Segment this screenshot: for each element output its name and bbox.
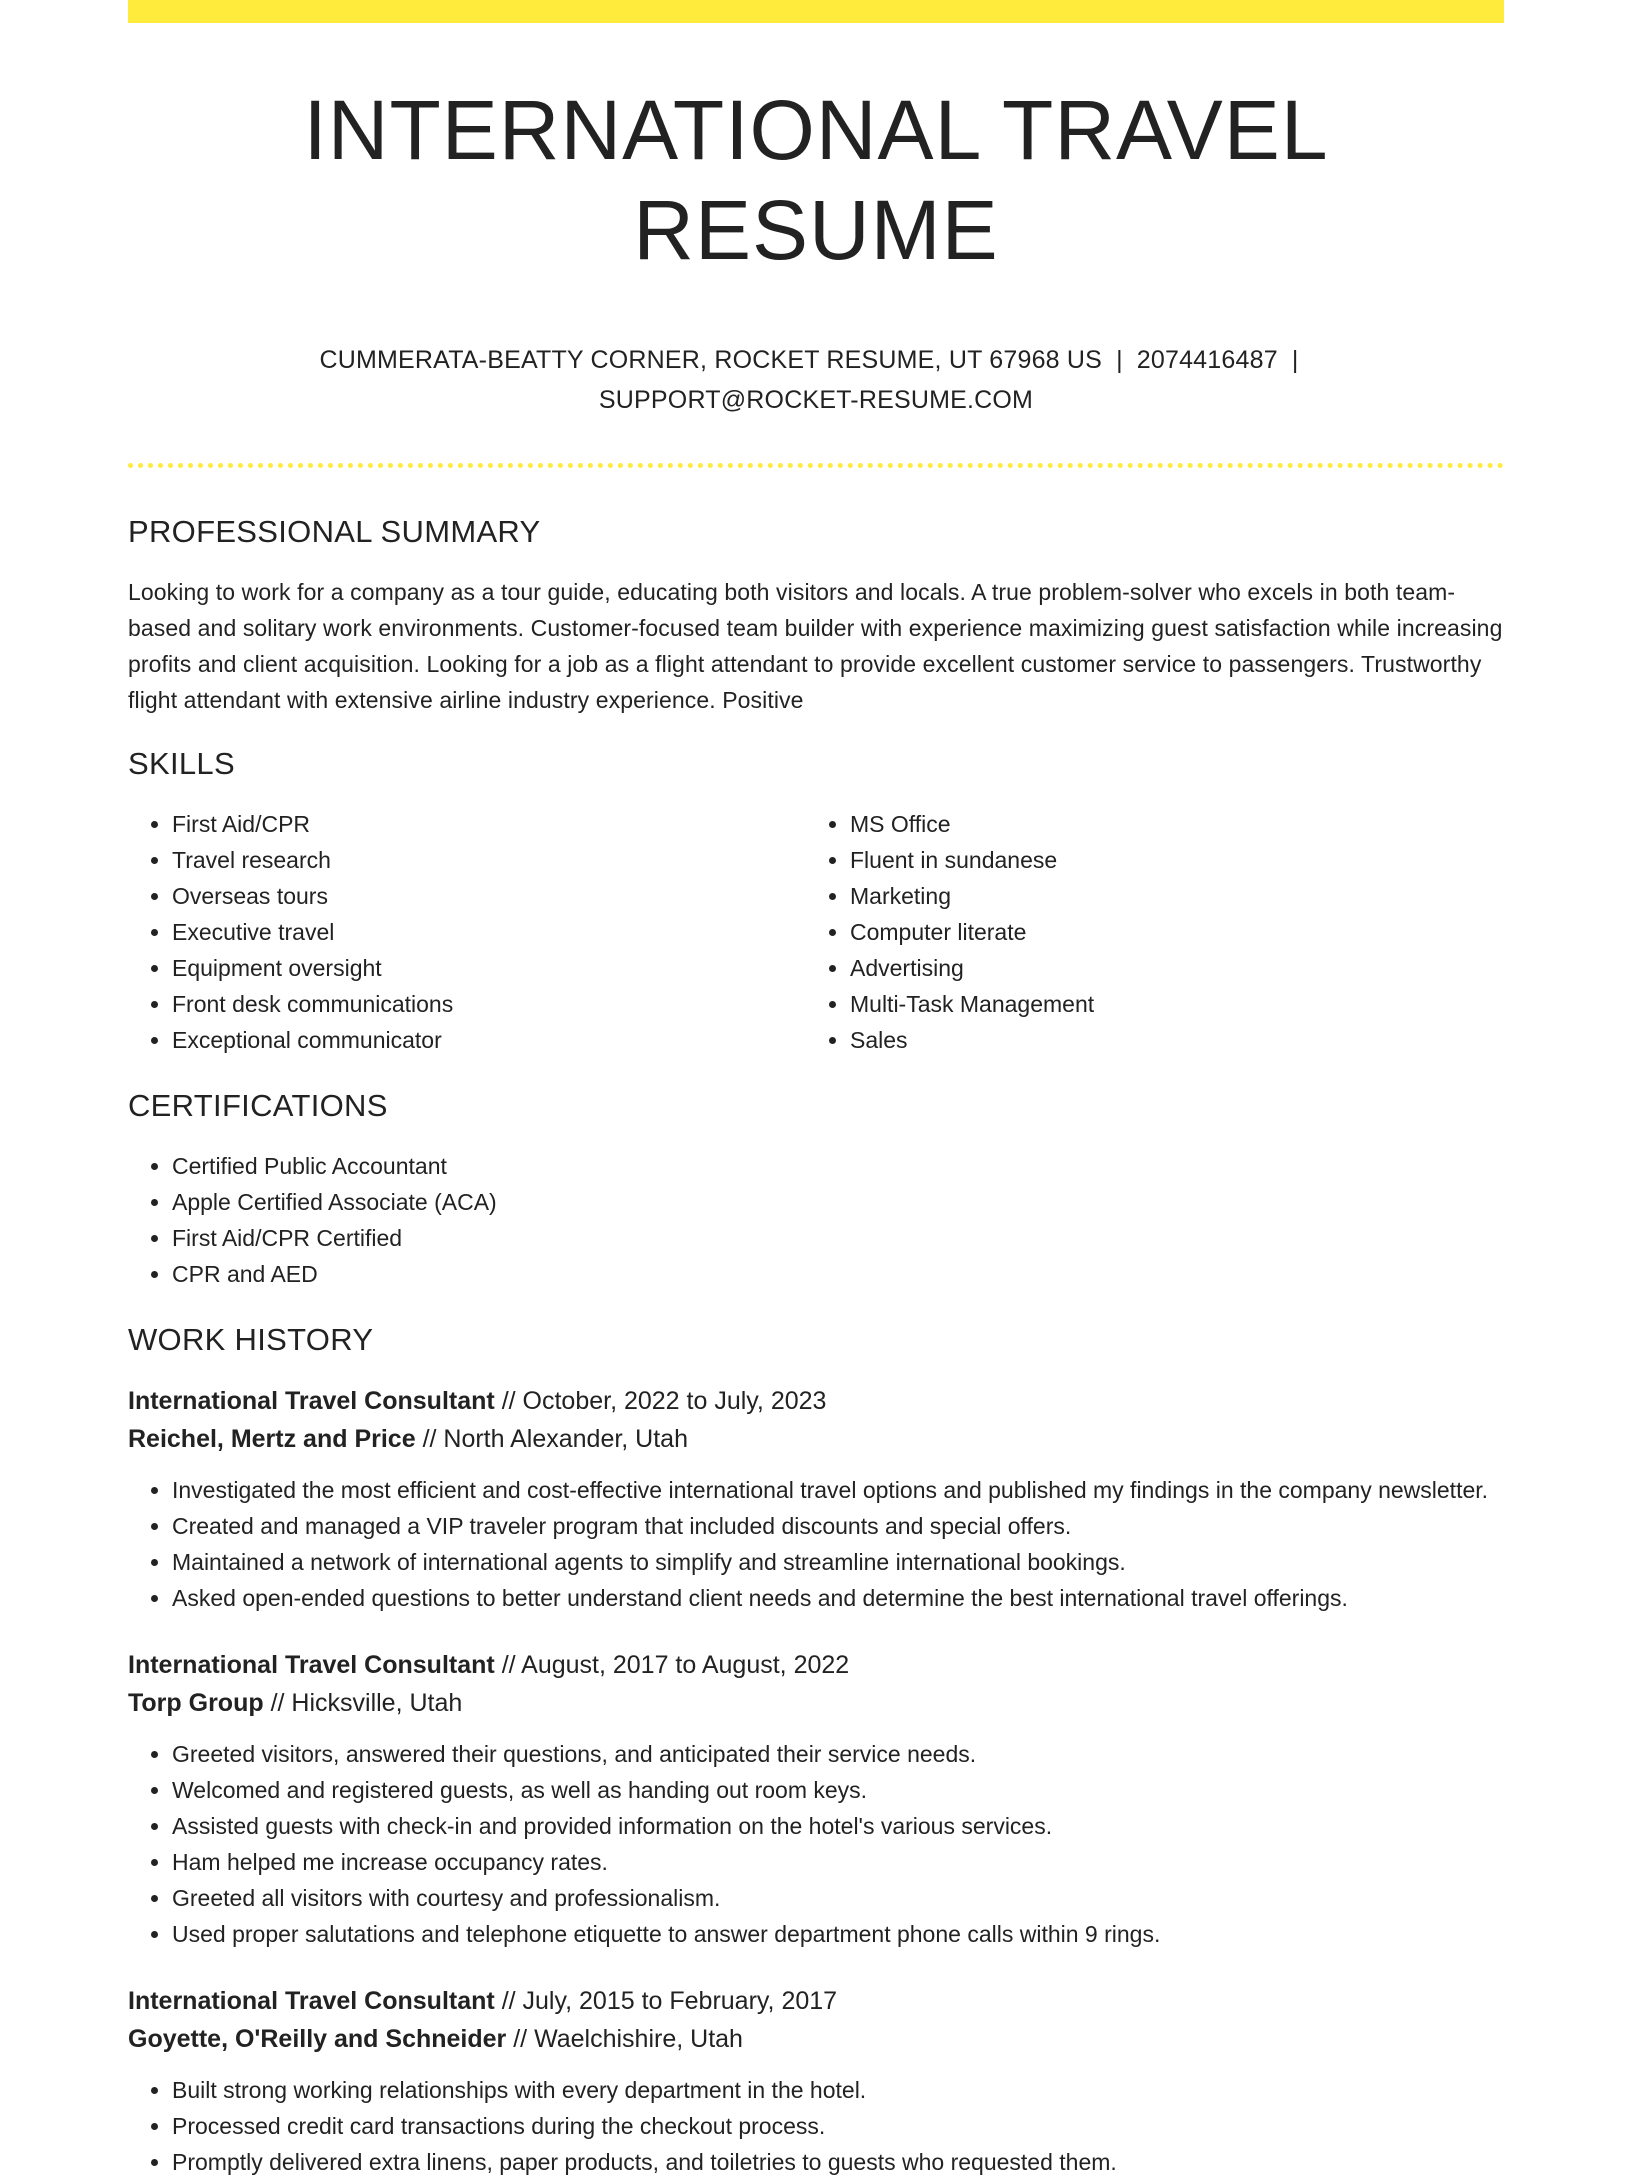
job-title-line [128, 1646, 1504, 1684]
resume-page [128, 0, 1504, 2180]
summary-heading: PROFESSIONAL SUMMARY [128, 514, 541, 549]
dotted-divider [128, 463, 1504, 468]
job-title: International Travel Consultant [128, 1987, 495, 2015]
job-dates: // October, 2022 to July, 2023 [501, 1387, 827, 1415]
skill-item: • Marketing [850, 878, 1484, 914]
job-bullet: • Investigated the most efficient and cost-effective international travel options and published my findings in the company newsletter. [172, 1472, 1504, 1508]
certification-item: • First Aid/CPR Certified [172, 1220, 1504, 1256]
job-bullet-list [128, 1736, 1504, 1952]
job-bullet: • Asked open-ended questions to better understand client needs and determine the best international travel offerings. [172, 1580, 1504, 1616]
job-company-line [128, 1684, 1504, 1722]
job-title-line [128, 1382, 1504, 1420]
skill-item: • Equipment oversight [172, 950, 806, 986]
skill-item: • Overseas tours [172, 878, 806, 914]
contact-email: SUPPORT@ROCKET-RESUME.COM [598, 386, 1034, 414]
job-bullet: • Built strong working relationships with every department in the hotel. [172, 2072, 1504, 2108]
certification-item: • Apple Certified Associate (ACA) [172, 1184, 1504, 1220]
work-history-heading: WORK HISTORY [128, 1322, 374, 1357]
job-title: International Travel Consultant [128, 1651, 495, 1679]
job-bullet: • Greeted all visitors with courtesy and professionalism. [172, 1880, 1504, 1916]
job-company: Goyette, O'Reilly and Schneider [128, 2025, 507, 2053]
job-bullet: • Assisted guests with check-in and provided information on the hotel's various services. [172, 1808, 1504, 1844]
contact-address: CUMMERATA-BEATTY CORNER, ROCKET RESUME, UT 67968 US [319, 346, 1103, 374]
job-location: // Hicksville, Utah [270, 1689, 463, 1717]
job-entry [128, 1382, 1504, 1616]
job-bullet-list [128, 2072, 1504, 2180]
certifications-heading: CERTIFICATIONS [128, 1088, 388, 1123]
job-entry [128, 1646, 1504, 1952]
job-company: Reichel, Mertz and Price [128, 1425, 416, 1453]
job-company: Torp Group [128, 1689, 264, 1717]
contact-info [128, 340, 1504, 420]
skill-item: • Front desk communications [172, 986, 806, 1022]
job-bullet: • Promptly delivered extra linens, paper products, and toiletries to guests who requested them. [172, 2144, 1504, 2180]
skill-item: • Executive travel [172, 914, 806, 950]
accent-top-bar [128, 0, 1504, 23]
skill-item: • Sales [850, 1022, 1484, 1058]
certification-item: • Certified Public Accountant [172, 1148, 1504, 1184]
job-location: // North Alexander, Utah [422, 1425, 688, 1453]
contact-phone: 2074416487 [1136, 346, 1278, 374]
summary-text: Looking to work for a company as a tour guide, educating both visitors and locals. A true problem-solver who excels in both team-based and solitary work environments. Customer-focused team builder with experience maximizing guest satisfaction while increasing profits and client acquisition. Looking for a job as a flight attendant to provide excellent customer service to passengers. Trustworthy flight attendant with extensive airline industry experience. Positive [128, 579, 1503, 713]
skill-item: • Advertising [850, 950, 1484, 986]
skill-item: • Computer literate [850, 914, 1484, 950]
job-bullet: • Greeted visitors, answered their questions, and anticipated their service needs. [172, 1736, 1504, 1772]
skill-item: • First Aid/CPR [172, 806, 806, 842]
job-company-line [128, 2020, 1504, 2058]
job-bullet: • Maintained a network of international agents to simplify and streamline international bookings. [172, 1544, 1504, 1580]
job-location: // Waelchishire, Utah [513, 2025, 743, 2053]
job-bullet: • Processed credit card transactions during the checkout process. [172, 2108, 1504, 2144]
job-bullet: • Created and managed a VIP traveler program that included discounts and special offers. [172, 1508, 1504, 1544]
job-dates: // July, 2015 to February, 2017 [501, 1987, 838, 2015]
contact-separator: | [1291, 346, 1299, 374]
skills-heading: SKILLS [128, 746, 235, 781]
job-bullet-list [128, 1472, 1504, 1616]
skills-list-right [806, 806, 1484, 1058]
job-company-line [128, 1420, 1504, 1458]
certification-item: • CPR and AED [172, 1256, 1504, 1292]
skills-columns [128, 806, 1504, 1058]
skill-item: • MS Office [850, 806, 1484, 842]
job-bullet: • Welcomed and registered guests, as well as handing out room keys. [172, 1772, 1504, 1808]
job-title: International Travel Consultant [128, 1387, 495, 1415]
certifications-list [128, 1148, 1504, 1292]
job-bullet: • Ham helped me increase occupancy rates. [172, 1844, 1504, 1880]
skill-item: • Travel research [172, 842, 806, 878]
skills-list-left [128, 806, 806, 1058]
skill-item: • Fluent in sundanese [850, 842, 1484, 878]
job-title-line [128, 1982, 1504, 2020]
job-entry [128, 1982, 1504, 2180]
resume-title: INTERNATIONAL TRAVEL RESUME [303, 83, 1329, 277]
contact-separator: | [1116, 346, 1123, 374]
skill-item: • Exceptional communicator [172, 1022, 806, 1058]
job-bullet: • Used proper salutations and telephone etiquette to answer department phone calls within 9 rings. [172, 1916, 1504, 1952]
skill-item: • Multi-Task Management [850, 986, 1484, 1022]
job-dates: // August, 2017 to August, 2022 [501, 1651, 850, 1679]
